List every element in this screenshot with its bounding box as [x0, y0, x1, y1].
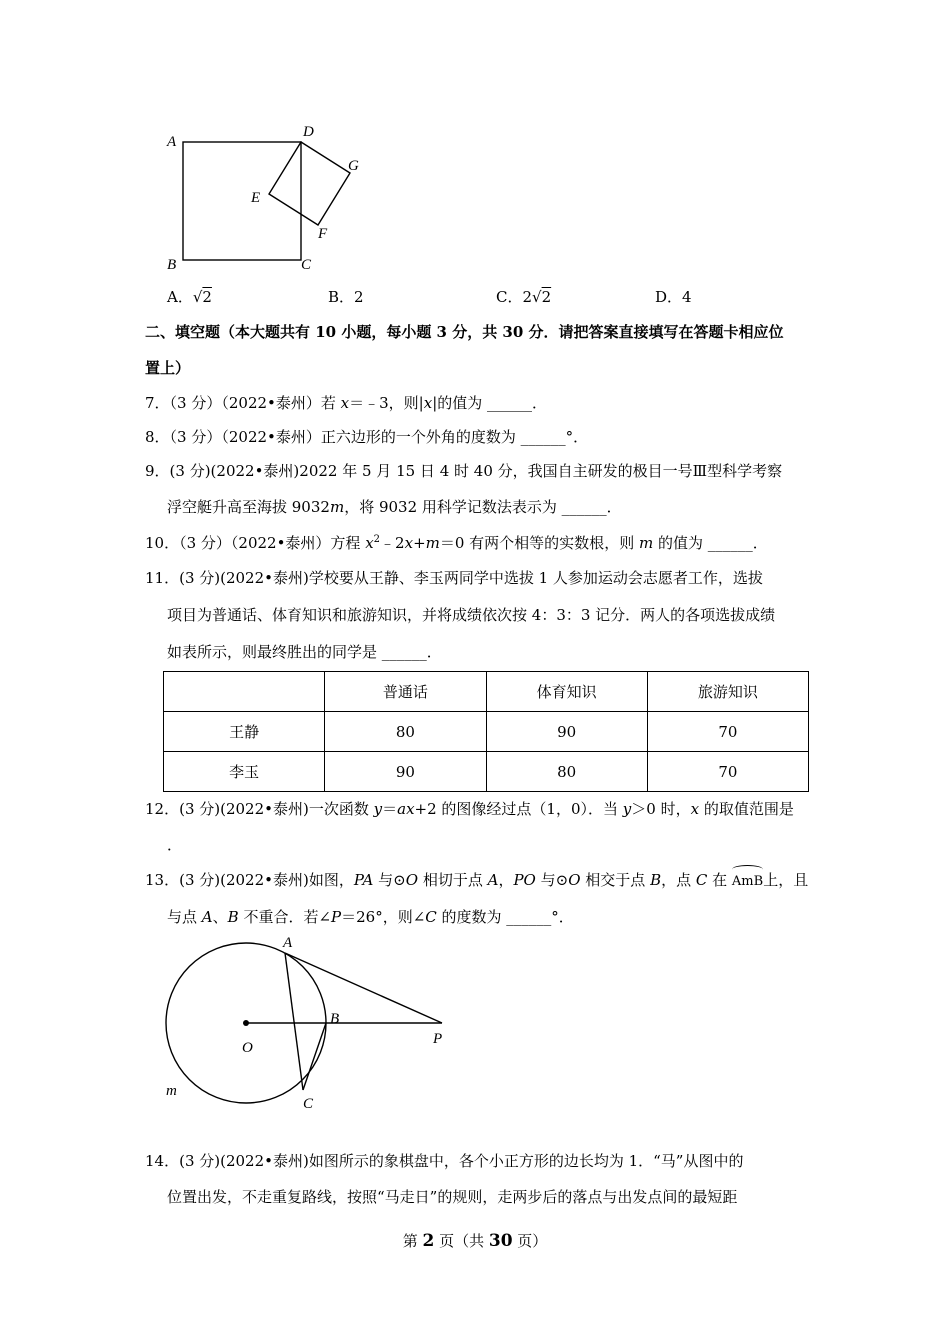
table-header: 旅游知识 [647, 672, 808, 712]
question-13-cont: 与点 A、B 不重合．若∠P＝26°，则∠C 的度数为 ______°． [167, 908, 574, 926]
table-header: 普通话 [325, 672, 486, 712]
question-11: 11．(3 分)(2022•泰州)学校要从王静、李玉两同学中选拔 1 人参加运动会志愿者工作，选拔 [145, 569, 763, 587]
label-a: A [167, 134, 177, 150]
label-d: D [303, 124, 314, 140]
circle-figure [160, 932, 460, 1117]
arc-amb: AmB [732, 869, 763, 889]
segment-bc [303, 1023, 326, 1090]
label-p: P [433, 1031, 443, 1047]
table-cell: 李玉 [164, 752, 325, 792]
segment-pa [285, 953, 442, 1023]
question-9-cont: 浮空艇升高至海拔 9032m，将 9032 用科学记数法表示为 ______． [167, 498, 622, 516]
section-title: 二、填空题（本大题共有 10 小题，每小题 3 分，共 30 分．请把答案直接填写在答题卡相应位 [145, 323, 784, 341]
table-row [164, 712, 809, 752]
option-d: D．4 [655, 288, 692, 306]
label-f: F [318, 226, 328, 242]
section-title-cont: 置上） [145, 359, 191, 377]
label-e: E [251, 190, 261, 206]
question-7: 7．（3 分）（2022•泰州）若 x＝﹣3，则|x|的值为 ______． [145, 394, 548, 412]
question-14-cont: 位置出发，不走重复路线，按照“马走日”的规则，走两步后的落点与出发点间的最短距 [167, 1188, 738, 1206]
table-header-row [164, 672, 809, 712]
square-abcd [183, 142, 301, 260]
question-12-cont: ． [167, 836, 183, 854]
score-table [163, 671, 809, 792]
label-b: B [330, 1011, 340, 1027]
question-9: 9．(3 分)(2022•泰州)2022 年 5 月 15 日 4 时 40 分，我国自主研发的极目一号Ⅲ型科学考察 [145, 462, 783, 480]
table-cell: 90 [486, 712, 647, 752]
question-8: 8．（3 分）（2022•泰州）正六边形的一个外角的度数为 ______°． [145, 428, 589, 446]
question-10: 10．（3 分）（2022•泰州）方程 $x^2﹣2x+m=0$ 有两个相等的实数根，则 m 的值为 ______． [145, 534, 768, 552]
table-cell: 90 [325, 752, 486, 792]
question-13: 13．(3 分)(2022•泰州)如图，PA 与⊙O 相切于点 A，PO 与⊙O 相交于点 B，点 C 在 AmB上，且 [145, 869, 808, 890]
label-o: O [242, 1040, 253, 1056]
question-12: 12．(3 分)(2022•泰州)一次函数 y＝ax+2 的图像经过点（1，0）．当 y＞0 时，x 的取值范围是 [145, 800, 794, 818]
question-11-cont1: 项目为普通话、体育知识和旅游知识，并将成绩依次按 4：3：3 记分．两人的各项选拔成绩 [167, 606, 776, 624]
option-a: A．√2 [167, 288, 212, 306]
label-a: A [283, 935, 293, 951]
option-b: B．2 [328, 288, 364, 306]
question-14: 14．(3 分)(2022•泰州)如图所示的象棋盘中，各个小正方形的边长均为 1．“马”从图中的 [145, 1152, 744, 1170]
table-cell: 70 [647, 752, 808, 792]
square-figure [160, 120, 375, 280]
table-cell: 80 [325, 712, 486, 752]
label-c: C [303, 1096, 314, 1112]
label-g: G [348, 158, 359, 174]
table-cell: 80 [486, 752, 647, 792]
table-header [164, 672, 325, 712]
label-m: m [166, 1083, 177, 1099]
label-b: B [167, 257, 177, 273]
label-c: C [301, 257, 312, 273]
table-header: 体育知识 [486, 672, 647, 712]
question-11-cont2: 如表所示，则最终胜出的同学是 ______． [167, 643, 442, 661]
page-footer: 第 2 页（共 30 页） [402, 1231, 548, 1251]
table-cell: 70 [647, 712, 808, 752]
table-cell: 王静 [164, 712, 325, 752]
center-point [243, 1020, 249, 1026]
table-row [164, 752, 809, 792]
option-c: C．2√2 [496, 288, 552, 306]
square-defg [269, 142, 350, 225]
segment-ac [285, 953, 303, 1090]
